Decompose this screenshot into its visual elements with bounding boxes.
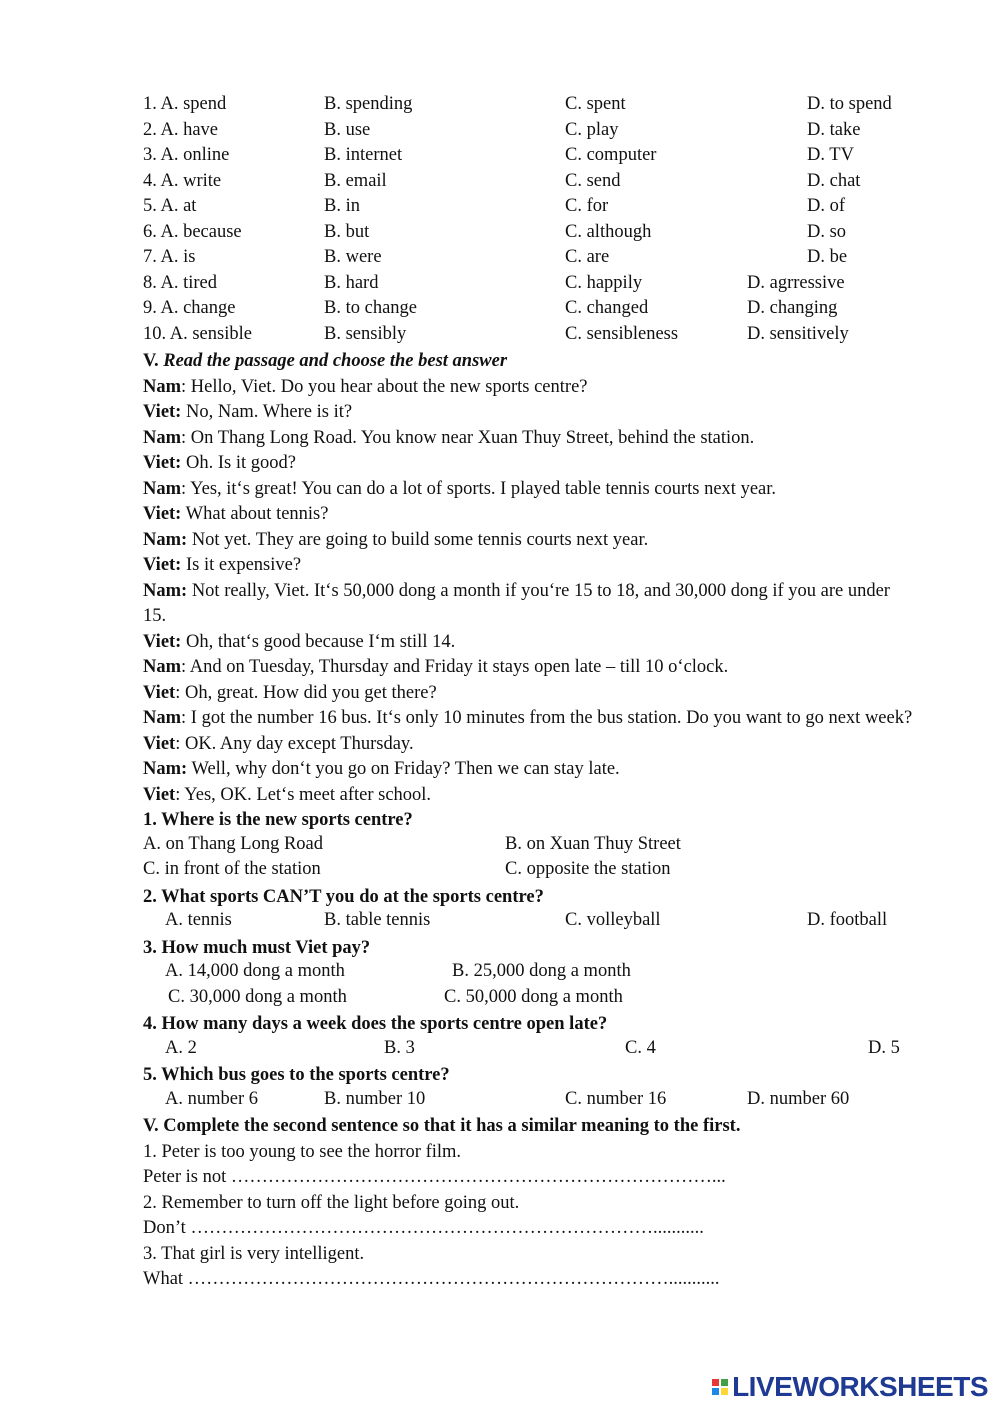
dialogue-line — [143, 655, 913, 681]
option: B. 25,000 dong a month — [452, 961, 631, 981]
option: 1. A. spend — [143, 94, 227, 114]
dialogue-text: What about tennis? — [181, 504, 329, 524]
speaker-name: Viet: — [143, 555, 182, 575]
option: D. sensitively — [747, 323, 849, 344]
speaker-separator: : — [175, 733, 181, 754]
option: B. were — [324, 247, 382, 267]
dialogue-line — [143, 502, 913, 528]
option: C. changed — [565, 298, 649, 318]
dialogue-text: No, Nam. Where is it? — [181, 402, 353, 422]
speaker-name: Nam — [143, 376, 182, 397]
liveworksheets-logo — [712, 1369, 988, 1405]
dialogue-text: Not yet. They are going to build some tennis courts next year. — [187, 529, 649, 550]
option: D. football — [807, 910, 888, 930]
question-5: 5. Which bus goes to the sports centre? — [143, 1065, 450, 1085]
cloze-options-block — [143, 94, 913, 349]
option: D. 5 — [868, 1037, 900, 1058]
question-3: 3. How much must Viet pay? — [143, 937, 371, 958]
dialogue-line — [143, 375, 913, 401]
option: D. agrressive — [747, 272, 845, 293]
speaker-name: Viet — [143, 682, 176, 703]
option: B. in — [324, 196, 360, 216]
option: 6. A. because — [143, 221, 242, 242]
speaker-separator: : — [181, 427, 187, 448]
options-row — [143, 298, 913, 324]
question-2-options — [143, 910, 913, 936]
rewrite-prompt: 1. Peter is too young to see the horror film. — [143, 1141, 462, 1162]
speaker-name: Nam — [143, 708, 182, 728]
option: A. on Thang Long Road — [143, 833, 324, 854]
dialogue-line — [143, 400, 913, 426]
dialogue-text: Not really, Viet. It‘s 50,000 dong a month if you‘re 15 to 18, and 30,000 dong if you are under 15. — [143, 580, 890, 626]
option: C. happily — [565, 272, 643, 293]
option: B. number 10 — [324, 1088, 426, 1109]
option: 5. A. at — [143, 196, 197, 216]
option: D. chat — [807, 170, 861, 191]
question-1: 1. Where is the new sports centre? — [143, 810, 413, 830]
option: C. in front of the station — [143, 859, 321, 879]
dialogue-line — [143, 553, 913, 579]
option: C. sensibleness — [565, 323, 679, 344]
dialogue-text: Yes, it‘s great! You can do a lot of sports. I played table tennis courts next year. — [186, 478, 777, 499]
question-1-options-row-1 — [143, 834, 913, 860]
speaker-name: Viet: — [143, 504, 182, 524]
speaker-name: Viet: — [143, 402, 182, 422]
option: B. sensibly — [324, 323, 407, 344]
option: C. spent — [565, 94, 626, 114]
options-row — [143, 273, 913, 299]
speaker-separator: : — [175, 682, 181, 703]
speaker-separator: : — [181, 376, 187, 397]
option: B. hard — [324, 272, 379, 293]
speaker-separator: : — [181, 708, 187, 728]
question-3-options-row-2 — [143, 987, 913, 1013]
dialogue-text: Oh, that‘s good because I‘m still 14. — [181, 631, 456, 652]
option: B. table tennis — [324, 910, 431, 930]
option: 4. A. write — [143, 170, 222, 191]
dialogue-line — [143, 783, 913, 809]
rewrite-answer-line[interactable]: Peter is not ……………………………………………………………………... — [143, 1167, 726, 1187]
dialogue-line — [143, 757, 913, 783]
option: B. email — [324, 170, 387, 191]
speaker-name: Viet: — [143, 631, 182, 652]
option: C. 30,000 dong a month — [168, 986, 347, 1007]
option: D. number 60 — [747, 1088, 850, 1109]
option: C. 4 — [625, 1037, 656, 1058]
speaker-name: Viet — [143, 784, 176, 805]
question-4: 4. How many days a week does the sports centre open late? — [143, 1014, 608, 1034]
option: C. are — [565, 247, 610, 267]
dialogue-text: Oh. Is it good? — [181, 453, 296, 473]
reading-section-heading: V. Read the passage and choose the best answer — [143, 351, 508, 371]
option: D. changing — [747, 298, 838, 318]
question-1-options-row-2 — [143, 859, 913, 885]
options-row — [143, 222, 913, 248]
dialogue-block — [143, 375, 913, 809]
speaker-name: Nam — [143, 427, 182, 448]
option: 8. A. tired — [143, 272, 217, 293]
options-row — [143, 145, 913, 171]
dialogue-line — [143, 451, 913, 477]
dialogue-text: Yes, OK. Let‘s meet after school. — [180, 784, 432, 805]
option: D. take — [807, 119, 861, 140]
speaker-name: Nam — [143, 478, 182, 499]
dialogue-line — [143, 477, 913, 503]
option: B. spending — [324, 94, 413, 114]
speaker-name: Nam: — [143, 759, 188, 779]
question-5-options — [143, 1089, 913, 1115]
dialogue-line — [143, 579, 913, 630]
option: D. of — [807, 196, 846, 216]
options-row — [143, 120, 913, 146]
rewrite-items — [143, 1140, 913, 1293]
option: A. 14,000 dong a month — [165, 961, 345, 981]
rewrite-prompt: 3. That girl is very intelligent. — [143, 1243, 365, 1264]
options-row — [143, 247, 913, 273]
question-2: 2. What sports CAN’T you do at the sports centre? — [143, 886, 544, 907]
dialogue-line — [143, 706, 913, 732]
speaker-separator: : — [181, 478, 187, 499]
option: B. on Xuan Thuy Street — [505, 833, 681, 854]
speaker-separator: : — [175, 784, 181, 805]
options-row — [143, 171, 913, 197]
speaker-name: Nam: — [143, 529, 188, 550]
option: C. computer — [565, 145, 657, 165]
dialogue-text: Is it expensive? — [181, 555, 302, 575]
option: A. tennis — [165, 910, 232, 930]
speaker-name: Nam — [143, 657, 182, 677]
option: 3. A. online — [143, 145, 230, 165]
options-row — [143, 94, 913, 120]
option: A. number 6 — [165, 1088, 258, 1109]
option: C. number 16 — [565, 1088, 667, 1109]
option: B. internet — [324, 145, 403, 165]
rewrite-answer-line[interactable]: Don’t …………………………………………………………………........... — [143, 1218, 704, 1238]
option: C. opposite the station — [505, 859, 671, 879]
option: C. 50,000 dong a month — [444, 986, 623, 1007]
dialogue-text: I got the number 16 bus. It‘s only 10 minutes from the bus station. Do you want to go next week? — [186, 708, 913, 728]
speaker-name: Viet: — [143, 453, 182, 473]
option: C. volleyball — [565, 910, 661, 930]
option: D. be — [807, 247, 848, 267]
option: C. send — [565, 170, 621, 191]
option: B. use — [324, 119, 371, 140]
option: 10. A. sensible — [143, 323, 252, 344]
option: 9. A. change — [143, 298, 236, 318]
option: 7. A. is — [143, 247, 196, 267]
question-3-options-row-1 — [143, 961, 913, 987]
option: C. for — [565, 196, 609, 216]
option: A. 2 — [165, 1037, 197, 1058]
question-4-options — [143, 1038, 913, 1064]
rewrite-prompt: 2. Remember to turn off the light before going out. — [143, 1192, 520, 1213]
options-row — [143, 324, 913, 350]
option: C. play — [565, 119, 619, 140]
logo-text: LIVEWORKSHEETS — [732, 1371, 988, 1402]
option: D. to spend — [807, 94, 892, 114]
dialogue-text: Hello, Viet. Do you hear about the new sports centre? — [186, 376, 588, 397]
speaker-name: Nam: — [143, 580, 188, 601]
option: B. to change — [324, 298, 417, 318]
dialogue-line — [143, 630, 913, 656]
dialogue-text: Well, why don‘t you go on Friday? Then we can stay late. — [187, 759, 620, 779]
dialogue-text: On Thang Long Road. You know near Xuan Thuy Street, behind the station. — [186, 427, 755, 448]
option: D. so — [807, 221, 847, 242]
dialogue-text: Oh, great. How did you get there? — [180, 682, 437, 703]
option: D. TV — [807, 145, 854, 165]
dialogue-line — [143, 732, 913, 758]
dialogue-line — [143, 528, 913, 554]
dialogue-line — [143, 426, 913, 452]
option: C. although — [565, 221, 652, 242]
dialogue-line — [143, 681, 913, 707]
rewrite-section-heading: V. Complete the second sentence so that it has a similar meaning to the first. — [143, 1116, 741, 1136]
dialogue-text: OK. Any day except Thursday. — [180, 733, 414, 754]
logo-mark-icon — [712, 1379, 728, 1395]
option: 2. A. have — [143, 119, 219, 140]
worksheet-page — [143, 94, 913, 1293]
dialogue-text: And on Tuesday, Thursday and Friday it stays open late – till 10 o‘clock. — [186, 657, 729, 677]
rewrite-answer-line[interactable]: What ……………………………………………………………………........... — [143, 1269, 720, 1289]
options-row — [143, 196, 913, 222]
option: B. but — [324, 221, 370, 242]
option: B. 3 — [384, 1037, 415, 1058]
speaker-separator: : — [181, 657, 187, 677]
speaker-name: Viet — [143, 733, 176, 754]
